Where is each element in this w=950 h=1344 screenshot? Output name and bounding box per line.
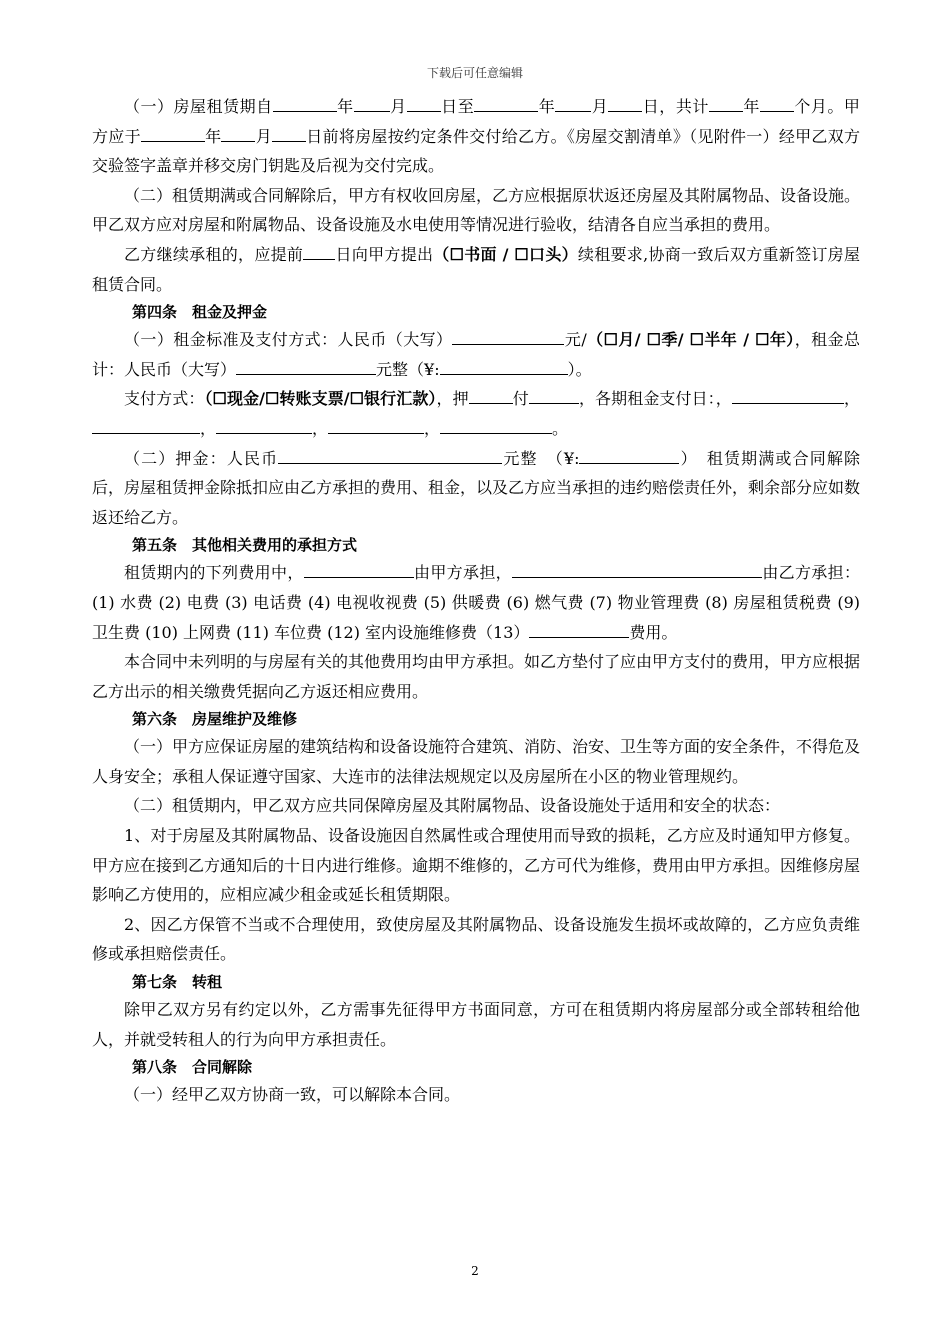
article6-paragraph-4: 2、因乙方保管不当或不合理使用，致使房屋及其附属物品、设备设施发生损坏或故障的，乙方应负责维修或承担赔偿责任。 bbox=[92, 914, 860, 964]
blank-start-day[interactable] bbox=[407, 95, 441, 112]
article5-heading: 第五条 其他相关费用的承担方式 bbox=[132, 536, 358, 555]
article8-heading: 第八条 合同解除 bbox=[132, 1058, 253, 1077]
blank-party-a-fees[interactable] bbox=[304, 561, 414, 578]
blank-pay-date-5[interactable] bbox=[440, 417, 552, 434]
article8-paragraph-1: （一）经甲乙双方协商一致，可以解除本合同。 bbox=[124, 1085, 461, 1105]
blank-rent-total-yuan[interactable] bbox=[440, 358, 568, 375]
article3-paragraph-2: （二）租赁期满或合同解除后，甲方有权收回房屋，乙方应根据原状返还房屋及其附属物品、设备设施。甲乙双方应对房屋和附属物品、设备设施及水电使用等情况进行验收，结清各自应当承担的费用。 bbox=[92, 185, 861, 235]
blank-party-b-fees[interactable] bbox=[512, 561, 762, 578]
blank-pay-months[interactable] bbox=[529, 387, 579, 404]
article4-paragraph-2: 支付方式：（☐现金/☐转账支票/☐银行汇款），押 付 ，各期租金支付日：， ，， ， ， 。 bbox=[92, 384, 860, 443]
page-number: 2 bbox=[471, 1264, 479, 1278]
blank-pay-date-4[interactable] bbox=[328, 417, 424, 434]
blank-total-years[interactable] bbox=[709, 95, 743, 112]
blank-deliver-day[interactable] bbox=[272, 125, 306, 142]
article7-paragraph-1: 除甲乙双方另有约定以外，乙方需事先征得甲方书面同意，方可在租赁期内将房屋部分或全部转租给他人，并就受转租人的行为向甲方承担责任。 bbox=[92, 1000, 860, 1049]
renewal-method-options[interactable]: （☐书面 / ☐口头） bbox=[433, 244, 578, 264]
article7-heading: 第七条 转租 bbox=[132, 973, 223, 992]
blank-deposit-words[interactable] bbox=[278, 447, 502, 464]
article4-paragraph-3: （二）押金：人民币 元整 （¥: ） 租赁期满或合同解除后，房屋租赁押金除抵扣应由乙方承担的费用、租金，以及乙方应当承担的违约赔偿责任外，剩余部分应如数返还给乙方。 bbox=[92, 448, 861, 527]
blank-rent-total-words[interactable] bbox=[236, 358, 376, 375]
article6-heading: 第六条 房屋维护及维修 bbox=[132, 710, 298, 729]
blank-start-year[interactable] bbox=[273, 95, 337, 112]
contract-body bbox=[92, 92, 860, 1110]
article6-paragraph-1: （一）甲方应保证房屋的建筑结构和设备设施符合建筑、消防、治安、卫生等方面的安全条件，不得危及人身安全；承租人保证遵守国家、大连市的法律法规规定以及房屋所在小区的物业管理规约。 bbox=[92, 737, 861, 786]
article6-paragraph-2: （二）租赁期内，甲乙双方应共同保障房屋及其附属物品、设备设施处于适用和安全的状态： bbox=[124, 796, 781, 816]
blank-rent-amount-words[interactable] bbox=[452, 328, 564, 345]
blank-deliver-year[interactable] bbox=[141, 125, 205, 142]
rent-period-options[interactable]: （☐月/ ☐季/ ☐半年 / ☐年） bbox=[586, 330, 795, 350]
blank-start-month[interactable] bbox=[354, 95, 390, 112]
blank-total-months[interactable] bbox=[760, 95, 794, 112]
payment-method-options[interactable]: （☐现金/☐转账支票/☐银行汇款） bbox=[204, 389, 437, 409]
article5-paragraph-2: 本合同中未列明的与房屋有关的其他费用均由甲方承担。如乙方垫付了应由甲方支付的费用，甲方应根据乙方出示的相关缴费凭据向乙方返还相应费用。 bbox=[92, 652, 861, 701]
blank-pay-date-1[interactable] bbox=[732, 387, 844, 404]
blank-other-fee[interactable] bbox=[529, 621, 629, 638]
blank-deposit-months[interactable] bbox=[469, 387, 513, 404]
blank-renewal-days[interactable] bbox=[303, 243, 335, 260]
blank-end-year[interactable] bbox=[474, 95, 538, 112]
blank-deliver-month[interactable] bbox=[221, 125, 255, 142]
article6-paragraph-3: 1、对于房屋及其附属物品、设备设施因自然属性或合理使用而导致的损耗，乙方应及时通知甲方修复。甲方应在接到乙方通知后的十日内进行维修。逾期不维修的，乙方可代为维修，费用由甲方承担。因维修房屋影响乙方使用的，应相应减少租金或延长租赁期限。 bbox=[92, 826, 861, 905]
article3-paragraph-3: 乙方继续承租的，应提前 日向甲方提出（☐书面 / ☐口头）续租要求,协商一致后双方重新签订房屋租赁合同。 bbox=[92, 244, 860, 294]
blank-end-month[interactable] bbox=[555, 95, 591, 112]
blank-pay-date-2[interactable] bbox=[92, 417, 200, 434]
blank-pay-date-3[interactable] bbox=[216, 417, 312, 434]
blank-deposit-yuan[interactable] bbox=[579, 447, 679, 464]
article5-paragraph-1: 租赁期内的下列费用中， 由甲方承担， 由乙方承担：(1) 水费 (2) 电费 (3) 电话费 (4) 电视收视费 (5) 供暖费 (6) 燃气费 (7) 物业管理费 (8) 房屋租赁税费 (9) 卫生费 (10) 上网费 (11) 车位费 (12) 室内设施维修费（13） 费用。 bbox=[92, 563, 860, 642]
page-header-note: 下载后可任意编辑 bbox=[426, 66, 523, 80]
article3-paragraph-1: （一）房屋租赁期自 年 月 日至 年 月 日，共计 年 个月。甲方应于 年 月 日前将房屋按约定条件交付给乙方。《房屋交割清单》（见附件一）经甲乙双方交验签字盖章并移交房门钥匙及后视为交付完成。 bbox=[92, 97, 860, 176]
article4-heading: 第四条 租金及押金 bbox=[132, 303, 268, 322]
article4-paragraph-1: （一）租金标准及支付方式：人民币（大写） 元/（☐月/ ☐季/ ☐半年 / ☐年），租金总计：人民币（大写） 元整（¥: ）。 bbox=[92, 330, 860, 379]
blank-end-day[interactable] bbox=[608, 95, 642, 112]
